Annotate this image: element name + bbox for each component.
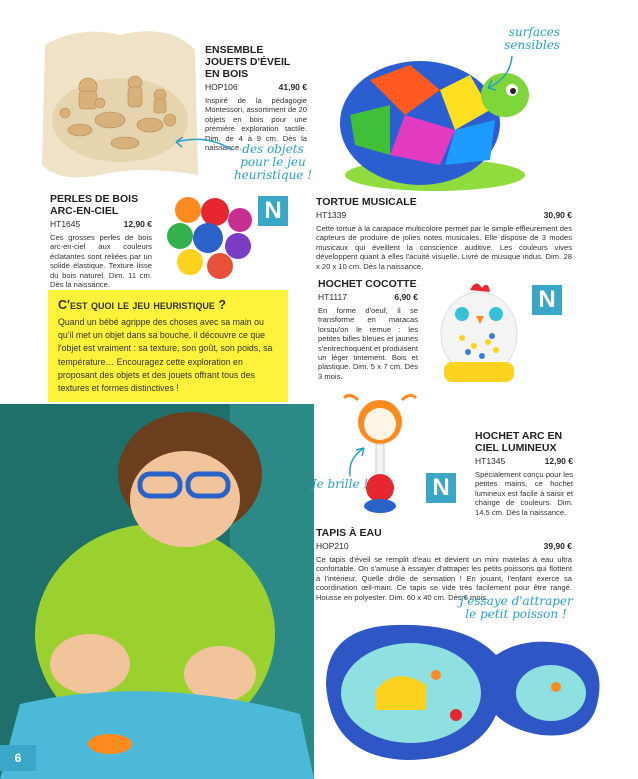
wooden-toys-photo — [40, 25, 200, 183]
new-badge: N — [532, 285, 562, 315]
product-tortue — [316, 196, 572, 271]
product-price: 12,90 € — [123, 219, 152, 229]
product-ref: HT1339 — [316, 210, 347, 220]
product-description: Spécialement conçu pour les petites mains, ce hochet lumineux est facile à saisir et change de couleurs. Dim. 14,5 cm. Dès la naissance. — [475, 470, 573, 517]
product-ref: HT1345 — [475, 456, 506, 466]
callout-brille: Je brille ! — [311, 477, 369, 491]
info-box-title: C'est quoi le jeu heuristique ? — [58, 298, 227, 312]
product-description: En forme d'oeuf, il se transforme en maracas lorsqu'on le remue : les petites billes bleues et jaunes s'entrechoquent et produisent un léger tintement. Bois et plastique. Dim. 5 x 7 cm. Dès 3 mois. — [318, 306, 418, 381]
beads-photo — [160, 190, 260, 282]
product-description: Cette tortue à la carapace multicolore permet par le simple effleurement des capteurs de produire de jolies notes musicales. Elle dispose de 3 modes musicaux qui éveillent la conscience auditive. Les couleurs vives développent quant à elles l'acuité visuelle. Livré de musique indus. Dim. 28 x 20 x 10 cm. Dès la naissance. — [316, 224, 572, 271]
callout-poisson: J'essaye d'attraper le petit poisson ! — [459, 594, 573, 621]
product-ref: HT1645 — [50, 219, 81, 229]
info-box-text: Quand un bébé agrippe des choses avec sa main ou qu'il met un objet dans sa bouche, il découvre ce que l'objet est vraiment : sa texture, son goût, son poids, sa température… Encouragez cette exploration en proposant des objets et des jouets offrant tous des textures et formes distinctives ! — [58, 317, 273, 394]
product-tapis — [316, 527, 572, 602]
product-title: ENSEMBLE JOUETS D'ÉVEIL EN BOIS — [205, 44, 291, 80]
new-badge: N — [426, 473, 456, 503]
new-badge: N — [258, 196, 288, 226]
product-price: 39,90 € — [543, 541, 572, 551]
product-description: Ces grosses perles de bois arc-en-ciel aux couleurs éclatantes sont reliées par un solide élastique. Texture lisse du bois naturel. Dim. 11 cm. Dès la naissance. — [50, 233, 152, 290]
product-title: HOCHET COCOTTE — [318, 278, 417, 290]
hen-rattle-photo — [432, 276, 526, 386]
product-price: 6,90 € — [394, 292, 418, 302]
product-hochet-arc — [475, 430, 573, 517]
product-title: PERLES DE BOIS ARC-EN-CIEL — [50, 193, 139, 217]
product-ref: HOP210 — [316, 541, 349, 551]
callout-arrow-icon — [478, 54, 518, 94]
water-mat-photo — [316, 615, 606, 765]
callout-surfaces: surfaces sensibles — [504, 25, 560, 52]
product-ref: HT1117 — [318, 292, 347, 302]
page-number: 6 — [0, 745, 36, 771]
product-price: 12,90 € — [544, 456, 573, 466]
product-title: TORTUE MUSICALE — [316, 196, 417, 208]
callout-arrow-icon — [168, 128, 234, 158]
product-ref: HOP106 — [205, 82, 238, 92]
product-description: Ce tapis d'éveil se remplit d'eau et devient un mini matelas à eau ultra confortable. On s'amuse à essayer d'attraper les petits poissons qui flottent à l'intérieur. Quelle drôle de sensation ! En jouant, l'enfant exerce sa coordination œil-main. Ce tapis se vide très facilement pour être rangé. Housse en polyester. Dim. 60 x 40 cm. Dès 6 mois. — [316, 555, 572, 602]
product-price: 30,90 € — [543, 210, 572, 220]
product-cocotte — [318, 278, 418, 381]
product-description: Inspiré de la pédagogie Montessori, assortiment de 20 objets en bois pour une première exploration tactile. Dim. de 4 à 9 cm. Dès la naissance. — [205, 96, 307, 153]
product-perles — [50, 193, 152, 289]
callout-arrow-icon — [346, 444, 370, 478]
product-title: TAPIS À EAU — [316, 527, 382, 539]
child-photo — [0, 404, 314, 779]
info-box — [48, 290, 288, 402]
product-price: 41,90 € — [278, 82, 307, 92]
product-title: HOCHET ARC EN CIEL LUMINEUX — [475, 430, 563, 454]
callout-heuristique: des objets pour le jeu heuristique ! — [233, 142, 313, 182]
